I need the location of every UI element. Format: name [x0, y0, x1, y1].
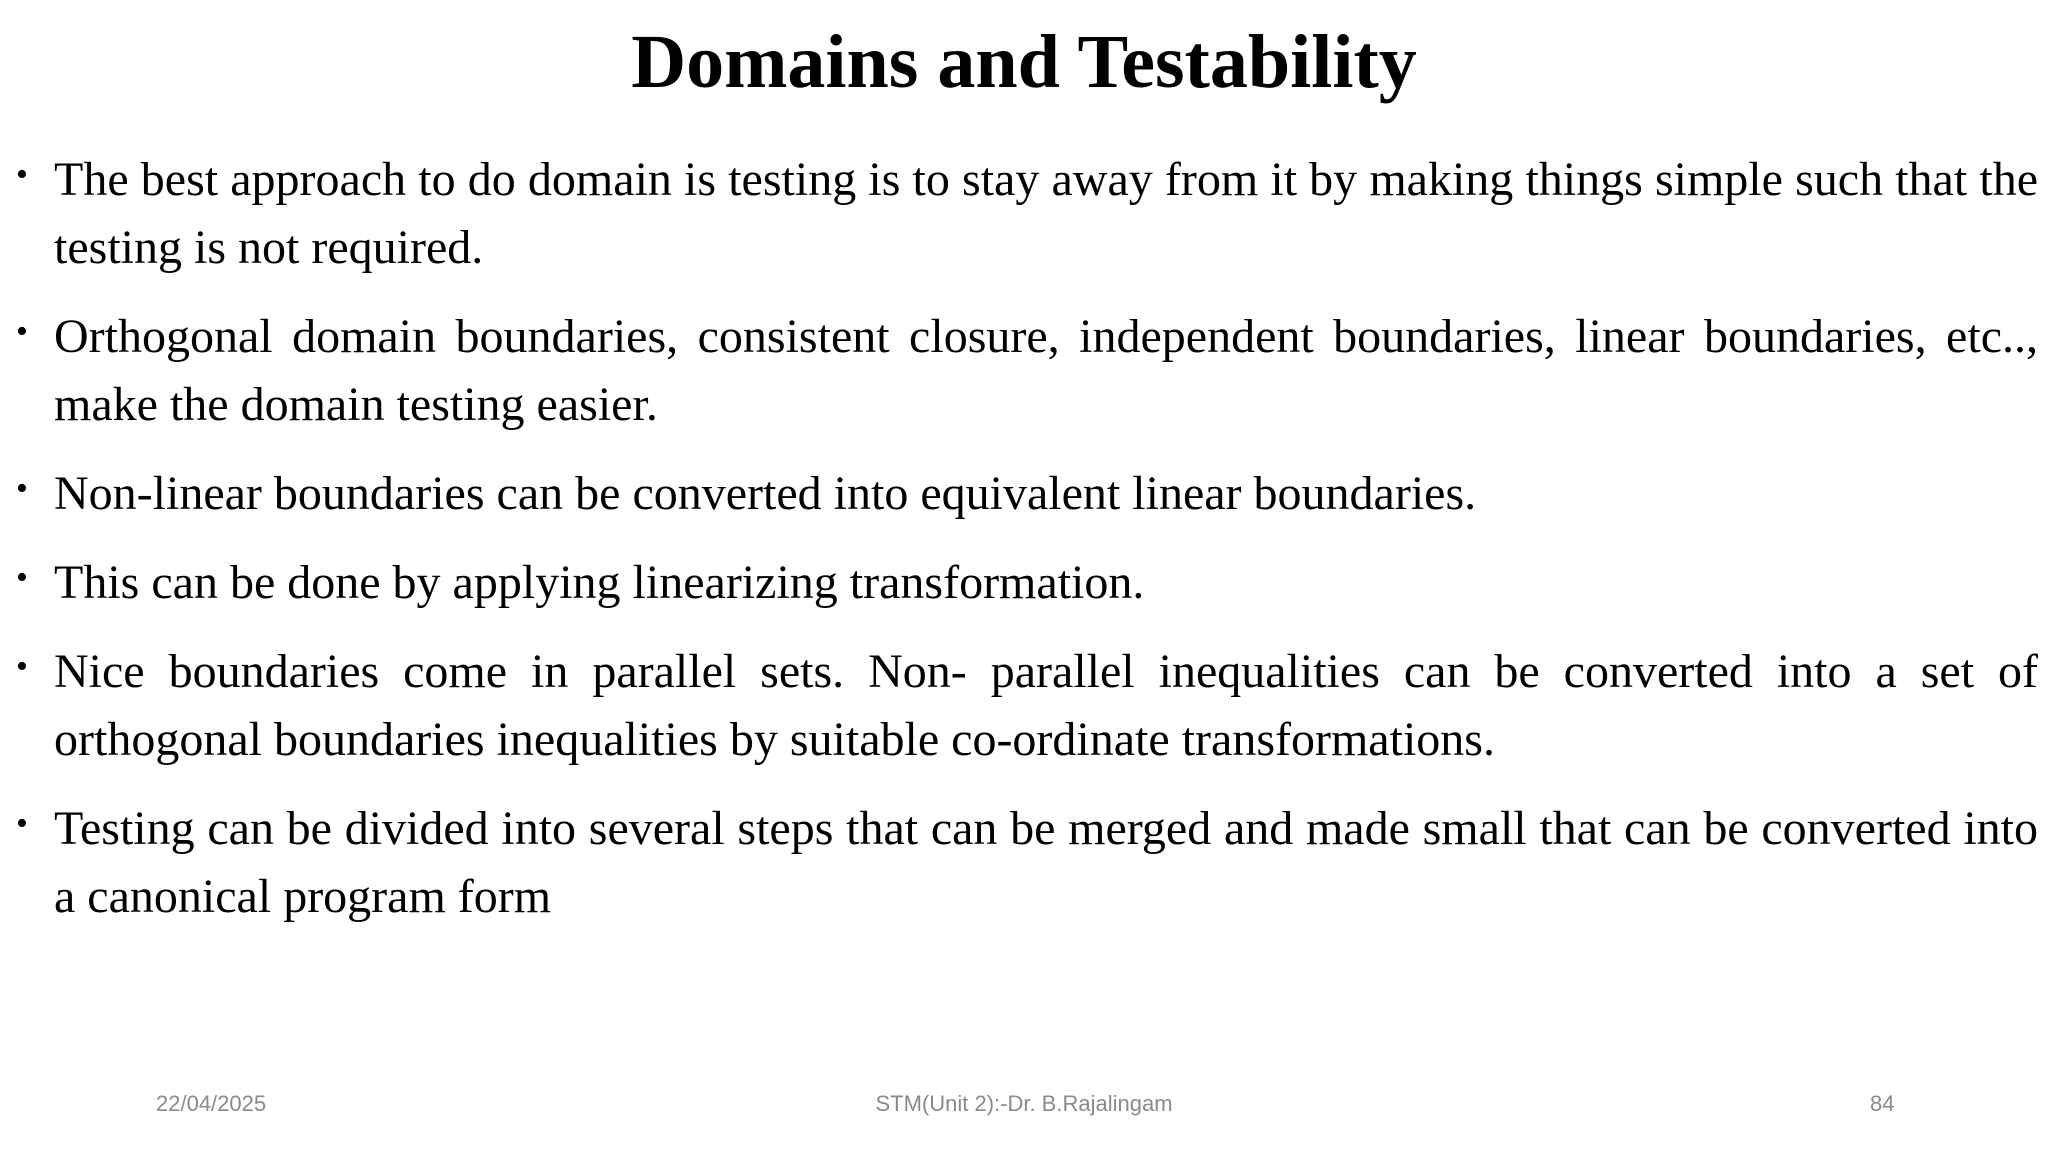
- bullet-item: [16, 146, 2038, 282]
- bullet-icon: •: [16, 313, 28, 350]
- bullet-text: This can be done by applying linearizing transformation.: [54, 556, 1145, 609]
- bullet-text: The best approach to do domain is testing is to stay away from it by making things simple such that the testing is not required.: [54, 153, 2038, 274]
- slide-title: Domains and Testability: [631, 20, 1417, 104]
- bullet-item: [16, 460, 2038, 528]
- bullet-item: [16, 638, 2038, 774]
- bullet-item: [16, 795, 2038, 931]
- bullet-icon: •: [16, 648, 28, 685]
- footer-author: STM(Unit 2):-Dr. B.Rajalingam: [875, 1091, 1173, 1116]
- bullet-item: [16, 549, 2038, 617]
- bullet-icon: •: [16, 559, 28, 596]
- bullet-item: [16, 303, 2038, 439]
- bullet-text: Non-linear boundaries can be converted into equivalent linear boundaries.: [54, 467, 1477, 520]
- bullet-list: [16, 146, 2038, 952]
- bullet-icon: •: [16, 156, 28, 193]
- footer-date: 22/04/2025: [156, 1091, 267, 1116]
- bullet-icon: •: [16, 470, 28, 507]
- bullet-text: Testing can be divided into several steps that can be merged and made small that can be converted into a canonical program form: [54, 802, 2038, 923]
- bullet-text: Orthogonal domain boundaries, consistent closure, independent boundaries, linear boundaries, etc.., make the domain testing easier.: [54, 310, 2038, 431]
- bullet-icon: •: [16, 805, 28, 842]
- slide-number: 84: [1870, 1091, 1895, 1116]
- bullet-text: Nice boundaries come in parallel sets. Non- parallel inequalities can be converted into a set of orthogonal boundaries inequalities by suitable co-ordinate transformations.: [54, 645, 2038, 766]
